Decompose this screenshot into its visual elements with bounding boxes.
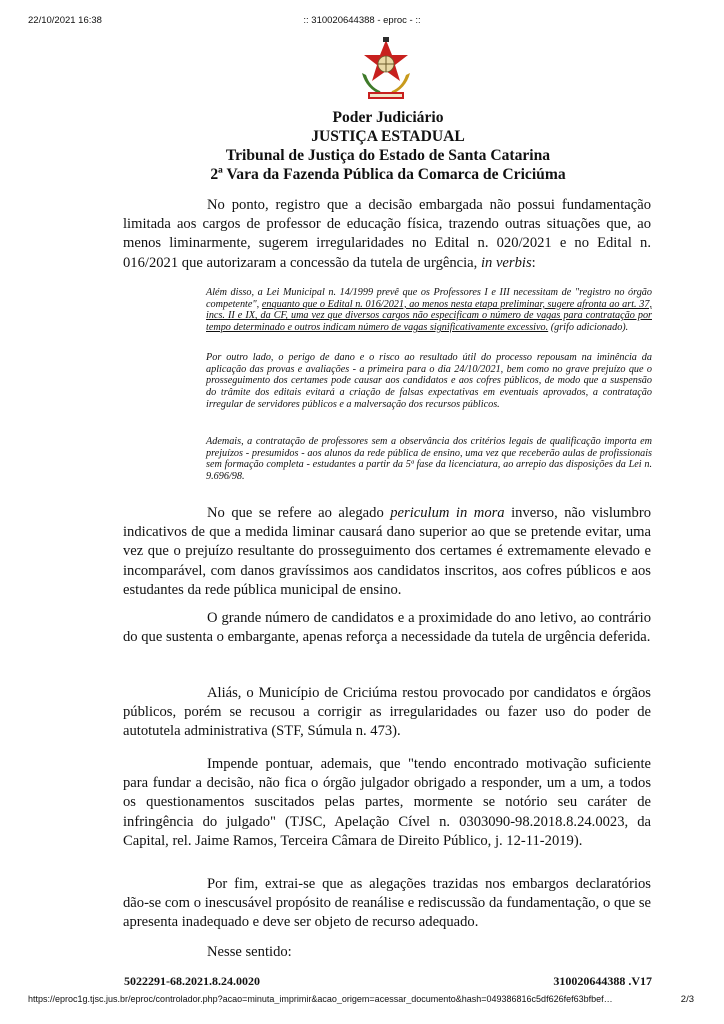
header-line-power: Poder Judiciário [332,109,444,126]
court-header [100,108,676,184]
paragraph-1: No ponto, registro que a decisão embargada não possui fundamentação limitada aos cargos de professor de educação física, trazendo outras situações que, ao menos liminarmente, sugerem irregularidades no Edital n. 020/2021 e no Edital n. 016/2021 que autorizaram a concessão da tutela de urgência, in verbis: [123,197,651,271]
document-code: 310020644388 .V17 [553,974,652,988]
quote-2: Por outro lado, o perigo de dano e o risco ao resultado útil do processo repousam na iminência da aplicação das provas e avaliações - a primeira para o dia 24/10/2021, bem como no grave prejuízo que o prosseguimento dos certames pode causar aos candidatos e aos cofres públicos, de modo que a suspensão do trâmite dos editais evitará a criação de falsas expectativas em eventuais aprovados, a contratação irregular de servidores públicos e a malversação dos recursos públicos. [206,352,652,410]
print-date: 22/10/2021 16:38 [28,15,102,26]
paragraph-6: Por fim, extrai-se que as alegações trazidas nos embargos declaratórios dão-se com o inescusável propósito de reanálise e rediscussão da fundamentação, o que se apresenta inadequado e deve ser objeto de recurso adequado. [123,876,651,931]
paragraph-7: Nesse sentido: [207,944,292,960]
paragraph-4: Aliás, o Município de Criciúma restou provocado por candidatos e órgãos públicos, porém se recusou a corrigir as irregularidades ou fazer uso do poder de autotutela administrativa (STF, Súmula n. 473). [123,685,651,740]
paragraph-3: O grande número de candidatos e a proximidade do ano letivo, ao contrário do que sustenta o embargante, apenas reforça a necessidade da tutela de urgência deferida. [123,610,651,646]
header-line-justice: JUSTIÇA ESTADUAL [311,128,465,145]
quote-1: Além disso, a Lei Municipal n. 14/1999 prevê que os Professores I e III necessitam de "registro no órgão competente", enquanto que o Edital n. 016/2021, ao menos nesta etapa preliminar, sugere afronta ao art. 37, incs. II e IX, da CF, uma vez que diversos cargos não especificam o número de vagas para contratação por tempo determinado e outros indicam número de vagas significativamente excessivo. (grifo adicionado). [206,287,652,334]
page-url: https://eproc1g.tjsc.jus.br/eproc/controlador.php?acao=minuta_imprimir&acao_origem=acessar_documento&hash=049386816c5df626fef63bfbef… [28,994,613,1004]
paragraph-5: Impende pontuar, ademais, que "tendo encontrado motivação suficiente para fundar a decisão, não fica o órgão julgador obrigado a responder, um a um, a todos os questionamentos suscitados pelas partes, mormente se notório seu caráter de infringência do julgado" (TJSC, Apelação Cível n. 0303090-98.2018.8.24.0023, da Capital, rel. Jaime Ramos, Terceira Câmara de Direito Público, j. 12-11-2019). [123,756,651,849]
coat-of-arms-icon [356,37,416,105]
page-number: 2/3 [680,994,694,1005]
header-line-vara: 2ª Vara da Fazenda Pública da Comarca de Criciúma [210,166,566,183]
quote-3: Ademais, a contratação de professores sem a observância dos critérios legais de qualificação importa em prejuízos - presumidos - aos alunos da rede pública de ensino, uma vez que receberão aulas de profissionais sem formação completa - estudantes a partir da 5ª fase da licenciatura, ao arrepio das disposições da Lei n. 9.696/98. [206,436,652,483]
header-line-tribunal: Tribunal de Justiça do Estado de Santa Catarina [225,147,551,164]
print-title: :: 310020644388 - eproc - :: [303,15,421,26]
process-number: 5022291-68.2021.8.24.0020 [124,974,260,988]
paragraph-2: No que se refere ao alegado periculum in mora inverso, não vislumbro indicativos de que a medida liminar causará dano superior ao que se pretende evitar, uma vez que o prejuízo resultante do prosseguimento dos certames é extremamente elevado e incomparável, com danos gravíssimos aos candidatos inscritos, aos cofres públicos e aos estudantes da rede pública municipal de ensino. [123,505,651,598]
